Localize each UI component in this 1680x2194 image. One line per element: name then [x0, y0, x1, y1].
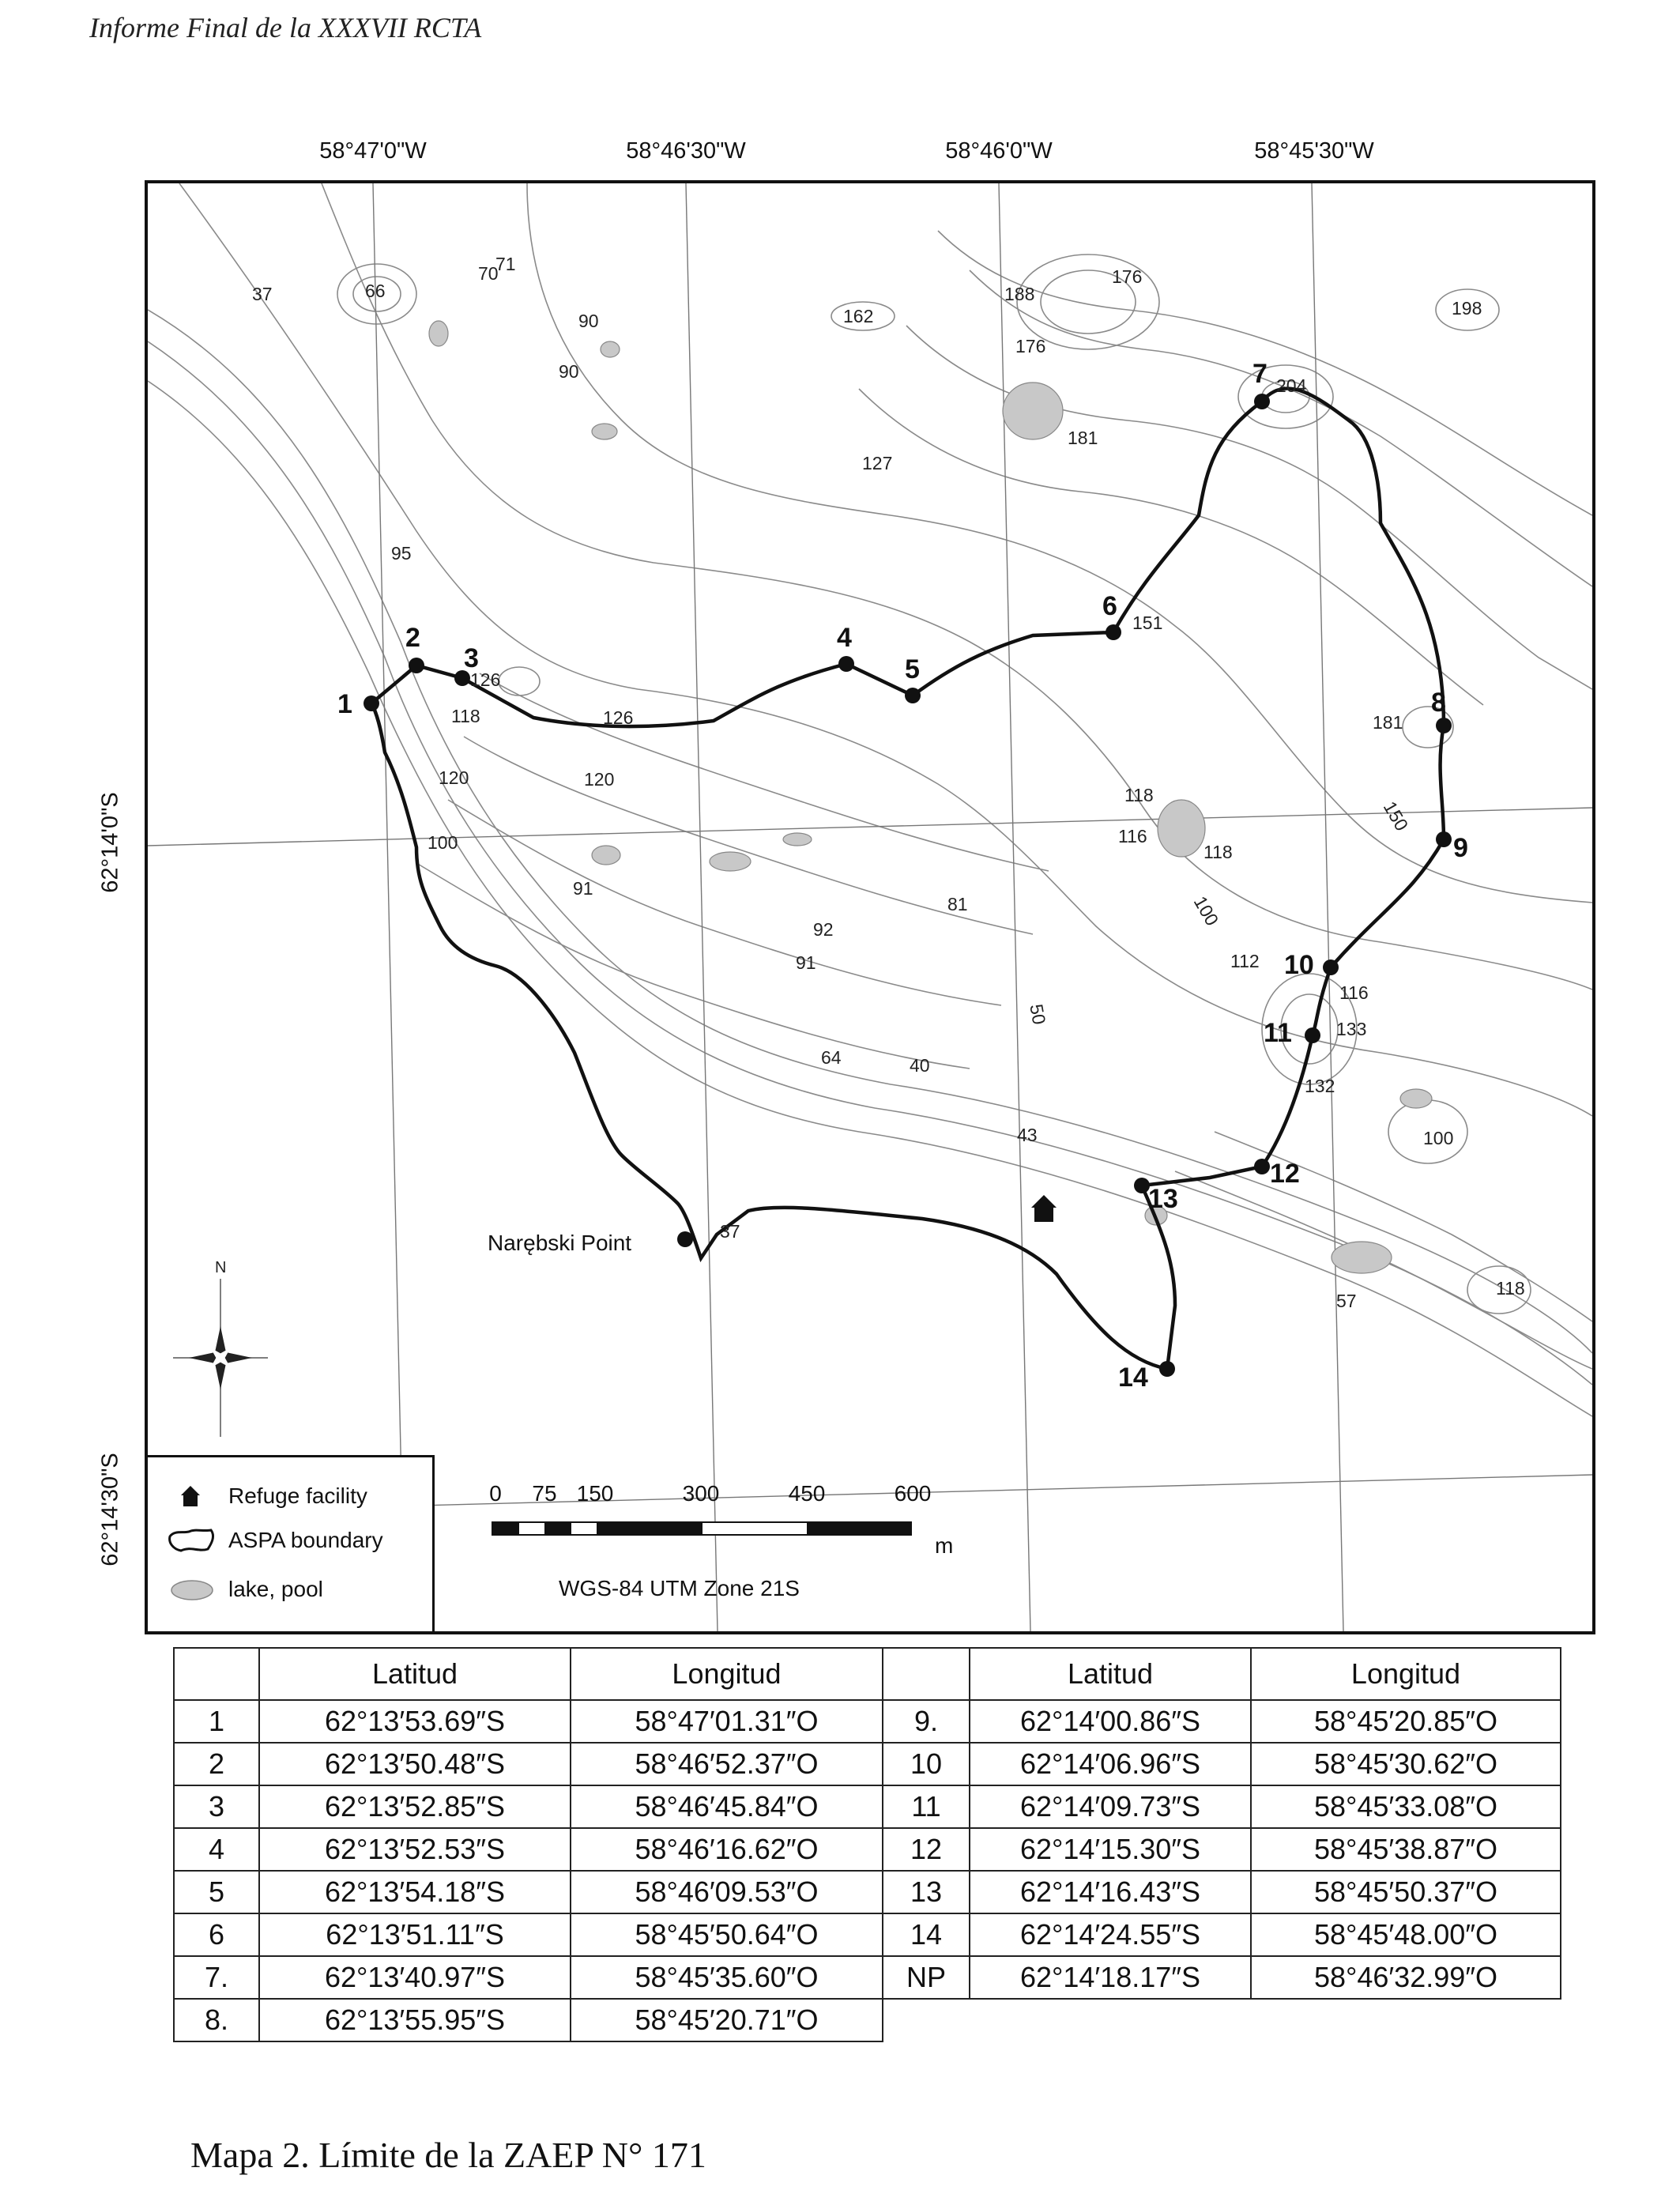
- table-cell: 58°46′09.53″O: [571, 1871, 883, 1913]
- waypoint-marker-1: [363, 696, 379, 711]
- waypoint-label: 3: [464, 643, 479, 673]
- waypoint-label: 2: [405, 623, 420, 653]
- scale-tick-label: 150: [576, 1481, 614, 1506]
- contour-label: 120: [584, 769, 615, 790]
- table-cell: 62°13′40.97″S: [259, 1956, 571, 1999]
- legend-item-lake: [167, 1574, 323, 1604]
- contour-label: 118: [1203, 842, 1233, 862]
- table-cell: 58°45′20.71″O: [571, 1999, 883, 2041]
- column-header: [174, 1648, 259, 1700]
- longitude-label: 58°45'30"W: [1254, 138, 1374, 164]
- waypoint-label: 7: [1252, 359, 1268, 389]
- waypoint-marker-13: [1134, 1178, 1150, 1193]
- waypoint-label: 5: [905, 654, 920, 684]
- scale-tick-label: 300: [682, 1481, 720, 1506]
- contour-label: 176: [1112, 266, 1143, 287]
- waypoint-label: 11: [1264, 1018, 1292, 1048]
- scale-tick-label: 75: [532, 1481, 557, 1506]
- contour-label: 40: [910, 1055, 930, 1076]
- table-cell: 58°45′50.64″O: [571, 1913, 883, 1956]
- table-cell: 62°13′51.11″S: [259, 1913, 571, 1956]
- table-cell: 11: [883, 1785, 970, 1828]
- table-row: [174, 1913, 1561, 1956]
- map-panel: [145, 180, 1595, 1634]
- column-header: [883, 1648, 970, 1700]
- contour-label: 43: [1017, 1125, 1038, 1145]
- latitude-label: 62°14'0"S: [97, 792, 123, 893]
- table-cell: NP: [883, 1956, 970, 1999]
- longitude-label: 58°46'0"W: [945, 138, 1053, 164]
- table-cell: 58°45′30.62″O: [1251, 1743, 1561, 1785]
- waypoint-label: 10: [1284, 950, 1314, 980]
- contour-label: 133: [1336, 1019, 1367, 1039]
- svg-text:N: N: [215, 1259, 227, 1276]
- place-name-label: Narębski Point: [488, 1231, 632, 1255]
- contour-label: 37: [720, 1221, 740, 1242]
- table-cell: 58°45′35.60″O: [571, 1956, 883, 1999]
- contour-label: 91: [796, 952, 816, 973]
- contour-label: 118: [1124, 785, 1154, 805]
- waypoint-marker-7: [1254, 394, 1270, 409]
- table-cell: 62°14′18.17″S: [970, 1956, 1251, 1999]
- table-row: [174, 1743, 1561, 1785]
- table-row: [174, 1956, 1561, 1999]
- table-cell: 62°13′52.85″S: [259, 1785, 571, 1828]
- waypoint-label: 4: [837, 623, 852, 653]
- waypoint-marker-14: [1159, 1361, 1175, 1377]
- contour-label: 112: [1230, 951, 1260, 971]
- contour-label: 50: [1026, 1002, 1050, 1027]
- waypoint-marker-12: [1254, 1159, 1270, 1174]
- waypoint-marker-2: [409, 658, 424, 673]
- lake-icon: [167, 1574, 217, 1604]
- contour-label: 204: [1276, 375, 1307, 396]
- table-cell: 58°45′48.00″O: [1251, 1913, 1561, 1956]
- waypoint-marker-6: [1106, 624, 1121, 640]
- aspa-boundary-icon: [167, 1525, 217, 1555]
- contour-label: 132: [1305, 1076, 1335, 1096]
- table-cell: 62°13′53.69″S: [259, 1700, 571, 1743]
- contour-label: 126: [470, 669, 501, 690]
- column-header: Longitud: [571, 1648, 883, 1700]
- table-row: [174, 1871, 1561, 1913]
- table-cell: 62°14′00.86″S: [970, 1700, 1251, 1743]
- table-cell: 58°46′52.37″O: [571, 1743, 883, 1785]
- legend-label: Refuge facility: [228, 1483, 367, 1508]
- contour-label: 181: [1373, 712, 1403, 733]
- waypoint-marker-8: [1436, 718, 1452, 733]
- waypoint-label: 1: [337, 689, 352, 719]
- table-cell: 58°45′33.08″O: [1251, 1785, 1561, 1828]
- table-cell: 62°13′52.53″S: [259, 1828, 571, 1871]
- table-cell: 4: [174, 1828, 259, 1871]
- table-cell: 58°45′50.37″O: [1251, 1871, 1561, 1913]
- legend-item-boundary: [167, 1525, 383, 1555]
- longitude-label: 58°47'0"W: [319, 138, 427, 164]
- table-cell: 58°47′01.31″O: [571, 1700, 883, 1743]
- waypoint-marker-11: [1305, 1027, 1320, 1043]
- table-cell: 1: [174, 1700, 259, 1743]
- contour-label: 66: [365, 281, 386, 301]
- contour-label: 64: [821, 1047, 842, 1068]
- contour-label: 95: [391, 543, 412, 564]
- table-cell-empty: [883, 1999, 970, 2041]
- table-cell: 8.: [174, 1999, 259, 2041]
- contour-label: 126: [603, 707, 634, 728]
- contour-label: 162: [843, 306, 874, 326]
- north-arrow-icon: [173, 1259, 268, 1437]
- contour-label: 57: [1336, 1291, 1357, 1311]
- contour-label: 37: [252, 284, 273, 304]
- scale-bar: [488, 1481, 993, 1615]
- contour-label: 100: [1423, 1128, 1454, 1148]
- map-caption: Mapa 2. Límite de la ZAEP N° 171: [190, 2135, 706, 2175]
- contour-label: 118: [1496, 1278, 1525, 1299]
- waypoint-marker-10: [1323, 959, 1339, 975]
- contour-lines: [148, 183, 1592, 1416]
- contour-label: 92: [813, 919, 834, 940]
- table-row: [174, 1700, 1561, 1743]
- graticule: [148, 183, 1592, 1631]
- contour-label: 127: [862, 453, 893, 473]
- legend-label: lake, pool: [228, 1577, 323, 1601]
- table-cell: 58°45′20.85″O: [1251, 1700, 1561, 1743]
- table-cell: 58°45′38.87″O: [1251, 1828, 1561, 1871]
- table-cell: 58°46′16.62″O: [571, 1828, 883, 1871]
- map-legend: [148, 1455, 435, 1631]
- contour-label: 181: [1068, 428, 1098, 448]
- scale-tick-label: 600: [894, 1481, 932, 1506]
- table-cell: 13: [883, 1871, 970, 1913]
- column-header: Latitud: [970, 1648, 1251, 1700]
- table-cell: 2: [174, 1743, 259, 1785]
- table-cell: 58°46′45.84″O: [571, 1785, 883, 1828]
- table-cell-empty: [970, 1999, 1251, 2041]
- contour-label: 176: [1015, 336, 1046, 356]
- waypoints: [363, 394, 1452, 1377]
- table-cell: 9.: [883, 1700, 970, 1743]
- contour-label: 90: [578, 311, 599, 331]
- waypoint-label: 8: [1431, 688, 1446, 718]
- latitude-label: 62°14'30"S: [97, 1453, 123, 1566]
- table-cell: 7.: [174, 1956, 259, 1999]
- table-cell: 14: [883, 1913, 970, 1956]
- table-row: [174, 1828, 1561, 1871]
- scale-unit: m: [935, 1533, 954, 1558]
- scale-tick-label: 0: [489, 1481, 502, 1506]
- table-cell: 62°13′55.95″S: [259, 1999, 571, 2041]
- table-row: [174, 1999, 1561, 2041]
- legend-label: ASPA boundary: [228, 1528, 383, 1552]
- contour-label: 100: [428, 832, 458, 853]
- table-cell: 6: [174, 1913, 259, 1956]
- page-header: Informe Final de la XXXVII RCTA: [89, 12, 482, 43]
- column-header: Latitud: [259, 1648, 571, 1700]
- waypoint-marker-4: [838, 656, 854, 672]
- coordinates-table: [173, 1647, 1561, 2042]
- contour-label: 81: [947, 894, 968, 914]
- contour-label: 151: [1132, 613, 1163, 633]
- table-cell-empty: [1251, 1999, 1561, 2041]
- contour-label: 116: [1118, 826, 1147, 846]
- waypoint-label: 12: [1270, 1159, 1300, 1189]
- waypoint-marker-9: [1436, 831, 1452, 847]
- contour-label: 91: [573, 878, 593, 899]
- table-cell: 58°46′32.99″O: [1251, 1956, 1561, 1999]
- scale-bar-graphic: [488, 1519, 930, 1538]
- topographic-map: [148, 183, 1592, 1631]
- contour-label: 188: [1004, 284, 1035, 304]
- table-cell: 62°14′24.55″S: [970, 1913, 1251, 1956]
- table-cell: 62°14′06.96″S: [970, 1743, 1251, 1785]
- waypoint-label: 14: [1118, 1363, 1148, 1393]
- table-header-row: [174, 1648, 1561, 1700]
- waypoint-label: 9: [1453, 833, 1468, 863]
- scale-tick-label: 450: [788, 1481, 826, 1506]
- contour-label: 118: [451, 706, 480, 726]
- table-cell: 62°13′54.18″S: [259, 1871, 571, 1913]
- waypoint-label: 13: [1148, 1184, 1178, 1214]
- table-cell: 12: [883, 1828, 970, 1871]
- refuge-facility-icon: [1031, 1195, 1057, 1222]
- table-cell: 62°14′09.73″S: [970, 1785, 1251, 1828]
- table-cell: 62°14′15.30″S: [970, 1828, 1251, 1871]
- contour-label: 71: [495, 254, 516, 274]
- contour-label: 150: [1379, 797, 1413, 835]
- contour-label: 90: [559, 361, 579, 382]
- table-row: [174, 1785, 1561, 1828]
- table-cell: 62°13′50.48″S: [259, 1743, 571, 1785]
- contour-label: 100: [1189, 892, 1223, 929]
- column-header: Longitud: [1251, 1648, 1561, 1700]
- legend-item-refuge: [167, 1481, 367, 1511]
- table-cell: 10: [883, 1743, 970, 1785]
- refuge-facility-icon: [167, 1481, 217, 1511]
- table-cell: 3: [174, 1785, 259, 1828]
- waypoint-marker-5: [905, 688, 921, 703]
- table-cell: 5: [174, 1871, 259, 1913]
- longitude-label: 58°46'30"W: [626, 138, 746, 164]
- contour-label: 198: [1452, 298, 1482, 319]
- contour-label: 70: [478, 263, 499, 284]
- contour-label: 120: [439, 767, 469, 788]
- projection-label: WGS-84 UTM Zone 21S: [559, 1576, 800, 1600]
- table-cell: 62°14′16.43″S: [970, 1871, 1251, 1913]
- narebski-point-marker: [677, 1231, 693, 1247]
- waypoint-label: 6: [1102, 591, 1117, 621]
- contour-label: 116: [1339, 982, 1369, 1003]
